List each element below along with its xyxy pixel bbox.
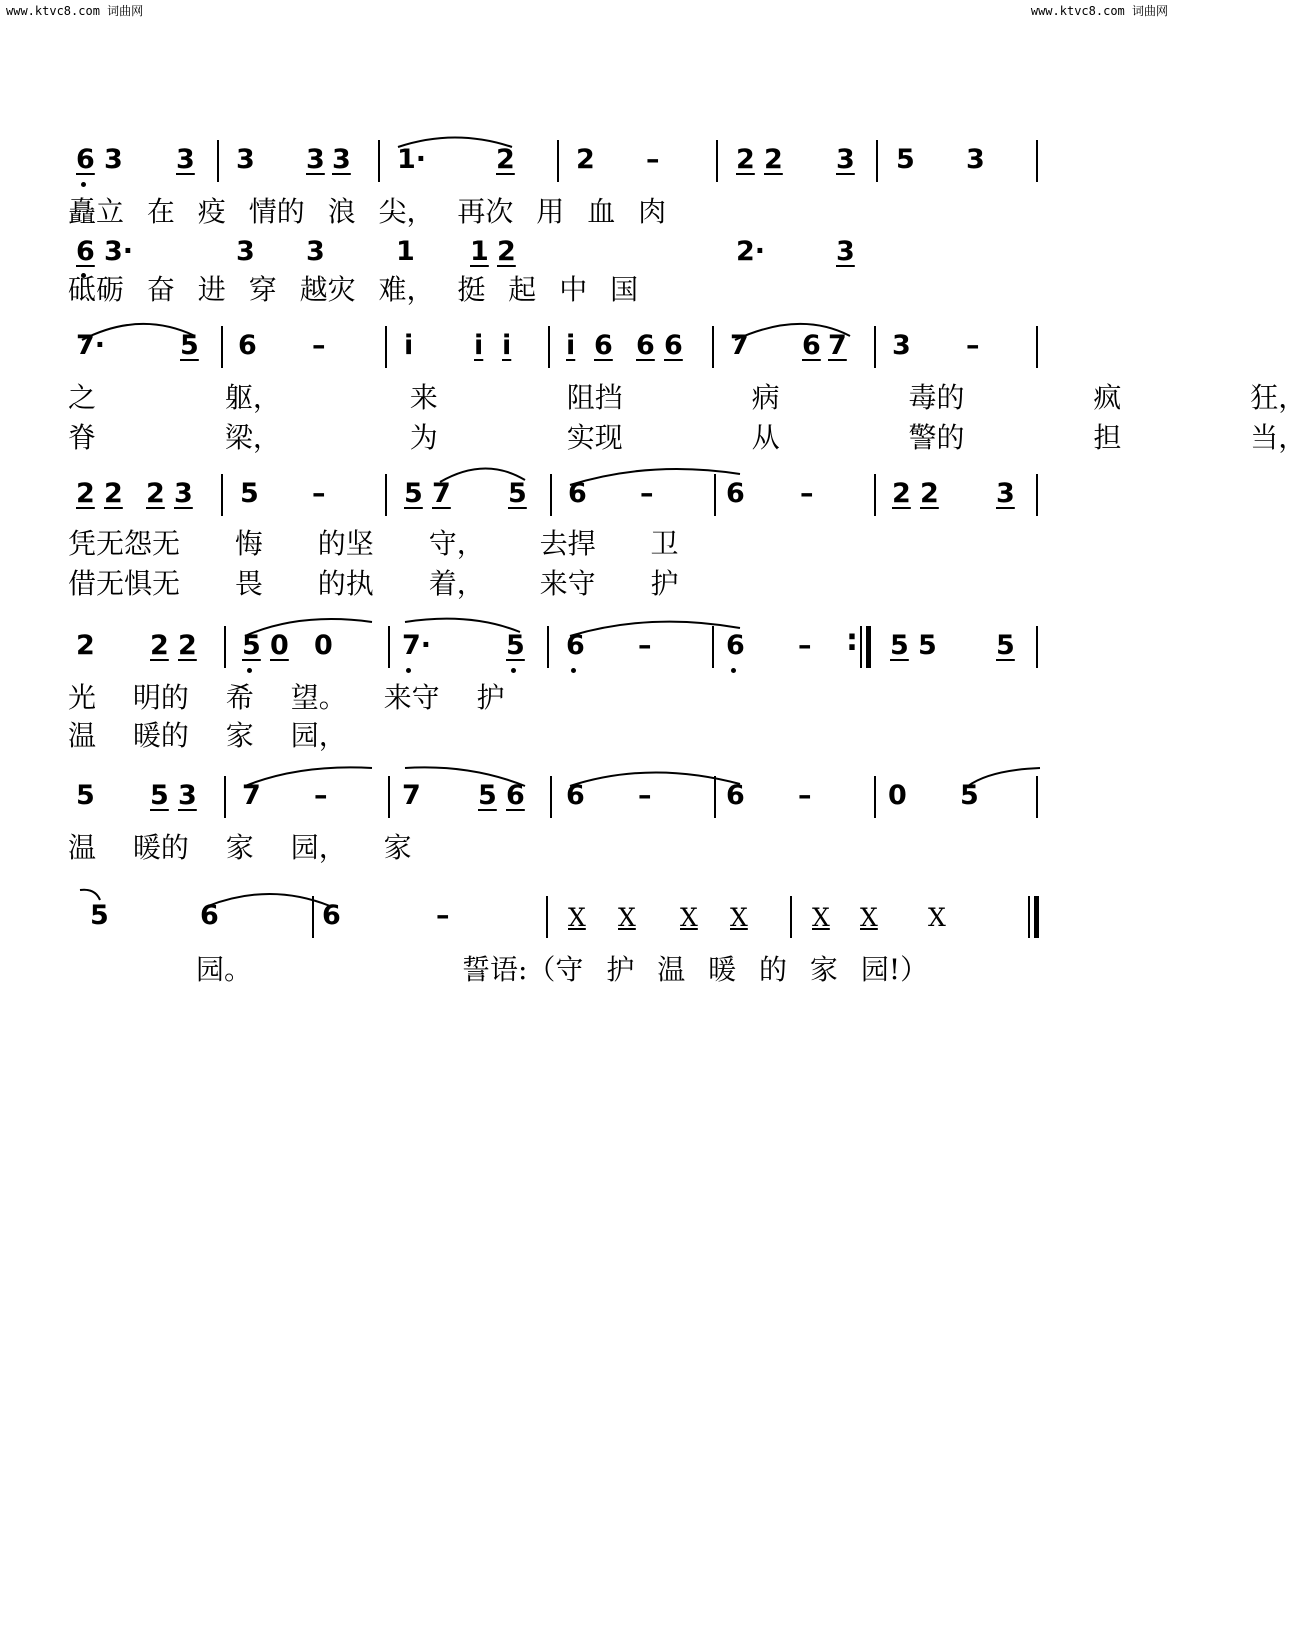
barline [1036, 776, 1038, 818]
barline [1036, 140, 1038, 182]
note: 5 [960, 780, 979, 811]
note: 6 [594, 330, 613, 361]
note: 2 [576, 144, 595, 175]
barline [385, 474, 387, 516]
barline [221, 474, 223, 516]
note: 3· [104, 236, 134, 267]
barline [860, 626, 862, 668]
note: – [640, 478, 654, 509]
barline [546, 896, 548, 938]
note: 3 [176, 144, 195, 175]
note: i [404, 330, 414, 361]
note: – [798, 780, 812, 811]
note: 3 [236, 144, 255, 175]
barline [876, 140, 878, 182]
note: 5 [240, 478, 259, 509]
rhythm-x: X [730, 903, 748, 932]
final-barline [1034, 896, 1039, 938]
note: 6 [322, 900, 341, 931]
note: 5 [506, 630, 525, 661]
note: 0 [270, 630, 289, 661]
note: 3 [892, 330, 911, 361]
barline [224, 776, 226, 818]
note: 6 [238, 330, 257, 361]
lyrics-verse-1: 光 明的 希 望。 来守 护 [68, 681, 505, 714]
note: 3 [836, 236, 855, 267]
barline [1036, 326, 1038, 368]
note: 3 [332, 144, 351, 175]
barline [716, 140, 718, 182]
header-left: www.ktvc8.com 词曲网 [6, 4, 144, 18]
note: 1 [396, 236, 415, 267]
barline [1036, 626, 1038, 668]
note: – [436, 900, 450, 931]
note: 2 [146, 478, 165, 509]
lyrics-verse-2: 借无惧无 畏 的执 着， 来守 护 [68, 567, 679, 600]
note: 2 [736, 144, 755, 175]
note: 2 [178, 630, 197, 661]
note: 5 [896, 144, 915, 175]
note: 3 [236, 236, 255, 267]
note: 5 [90, 900, 109, 931]
barline [874, 326, 876, 368]
note: 2 [920, 478, 939, 509]
note: 1 [470, 236, 489, 267]
rhythm-x: X [928, 903, 946, 932]
note: 2 [496, 144, 515, 175]
lyrics-verse-2: 温 暖的 家 园， [68, 719, 347, 752]
low-octave-dot [511, 668, 516, 673]
note: i [566, 330, 576, 361]
note: 0 [888, 780, 907, 811]
note: 5 [996, 630, 1015, 661]
note: 6 [566, 630, 585, 661]
note: 5 [76, 780, 95, 811]
rhythm-x: X [812, 903, 830, 932]
note: – [966, 330, 980, 361]
barline [1028, 896, 1030, 938]
barline [388, 776, 390, 818]
header-right: www.ktvc8.com 词曲网 [1030, 4, 1168, 18]
barline [388, 626, 390, 668]
note: 7 [432, 478, 451, 509]
low-octave-dot [731, 668, 736, 673]
note: i [474, 330, 484, 361]
note: – [800, 478, 814, 509]
note: 3 [836, 144, 855, 175]
low-octave-dot [247, 668, 252, 673]
note: 7 [828, 330, 847, 361]
note: – [646, 144, 660, 175]
note: 7· [402, 630, 432, 661]
barline [547, 626, 549, 668]
note: 5 [918, 630, 937, 661]
note: 5 [242, 630, 261, 661]
barline [221, 326, 223, 368]
note: 7 [242, 780, 261, 811]
barline [1036, 474, 1038, 516]
lyrics-verse-2: 脊 梁， 为 实现 从 警的 担 当， [68, 421, 1306, 454]
note: – [312, 330, 326, 361]
barline [224, 626, 226, 668]
note: 2 [104, 478, 123, 509]
barline [712, 326, 714, 368]
barline [550, 776, 552, 818]
barline [714, 474, 716, 516]
barline [378, 140, 380, 182]
note: 6 [726, 780, 745, 811]
note: 7 [730, 330, 749, 361]
note: 7 [402, 780, 421, 811]
rhythm-x: X [568, 903, 586, 932]
lyrics-verse-1: 凭无怨无 悔 的坚 守， 去捍 卫 [68, 527, 679, 560]
note: – [638, 630, 652, 661]
barline [712, 626, 714, 668]
note: 6 [726, 630, 745, 661]
lyrics-verse-2: 砥砺 奋 进 穿 越灾 难， 挺 起 中 国 [68, 273, 639, 306]
note: 2 [892, 478, 911, 509]
note: 6 [636, 330, 655, 361]
note: 3 [306, 236, 325, 267]
note: 3 [966, 144, 985, 175]
rhythm-x: X [860, 903, 878, 932]
note: 6 [76, 236, 95, 267]
note: – [798, 630, 812, 661]
note: 0 [314, 630, 333, 661]
barline [874, 776, 876, 818]
barline [312, 896, 314, 938]
note: 7· [76, 330, 106, 361]
note: 6 [802, 330, 821, 361]
oath-text: 誓语:（守 护 温 暖 的 家 园!） [462, 953, 929, 986]
barline [714, 776, 716, 818]
note: 2 [497, 236, 516, 267]
barline [550, 474, 552, 516]
note: 6 [200, 900, 219, 931]
note: – [312, 478, 326, 509]
note: 6 [566, 780, 585, 811]
low-octave-dot [571, 668, 576, 673]
note: 5 [508, 478, 527, 509]
note: 2· [736, 236, 766, 267]
low-octave-dot [406, 668, 411, 673]
rhythm-x: X [680, 903, 698, 932]
note: 6 [506, 780, 525, 811]
note: i [502, 330, 512, 361]
note: 6 [76, 144, 95, 175]
rhythm-x: X [618, 903, 636, 932]
note: 3 [178, 780, 197, 811]
note: 3 [104, 144, 123, 175]
barline [217, 140, 219, 182]
barline [557, 140, 559, 182]
note: 6 [568, 478, 587, 509]
barline [385, 326, 387, 368]
note: 5 [150, 780, 169, 811]
note: 2 [76, 630, 95, 661]
note: – [314, 780, 328, 811]
note: – [638, 780, 652, 811]
note: 3 [996, 478, 1015, 509]
barline [874, 474, 876, 516]
lyrics-verse-1: 园。 [196, 953, 253, 986]
note: 5 [404, 478, 423, 509]
note: 5 [890, 630, 909, 661]
note: 3 [306, 144, 325, 175]
note: 5 [478, 780, 497, 811]
barline-thick [866, 626, 871, 668]
note: 2 [150, 630, 169, 661]
lyrics-verse-1: 之 躯， 来 阻挡 病 毒的 疯 狂， [68, 381, 1306, 414]
lyrics-verse-1: 矗立 在 疫 情的 浪 尖， 再次 用 血 肉 [68, 195, 667, 228]
note: 1· [397, 144, 427, 175]
repeat-sign: : [846, 623, 858, 658]
barline [790, 896, 792, 938]
note: 6 [726, 478, 745, 509]
note: 2 [76, 478, 95, 509]
note: 3 [174, 478, 193, 509]
note: 5 [180, 330, 199, 361]
note: 2 [764, 144, 783, 175]
lyrics-verse-1: 温 暖的 家 园， 家 [68, 831, 412, 864]
note: 6 [664, 330, 683, 361]
low-octave-dot [81, 182, 86, 187]
barline [548, 326, 550, 368]
